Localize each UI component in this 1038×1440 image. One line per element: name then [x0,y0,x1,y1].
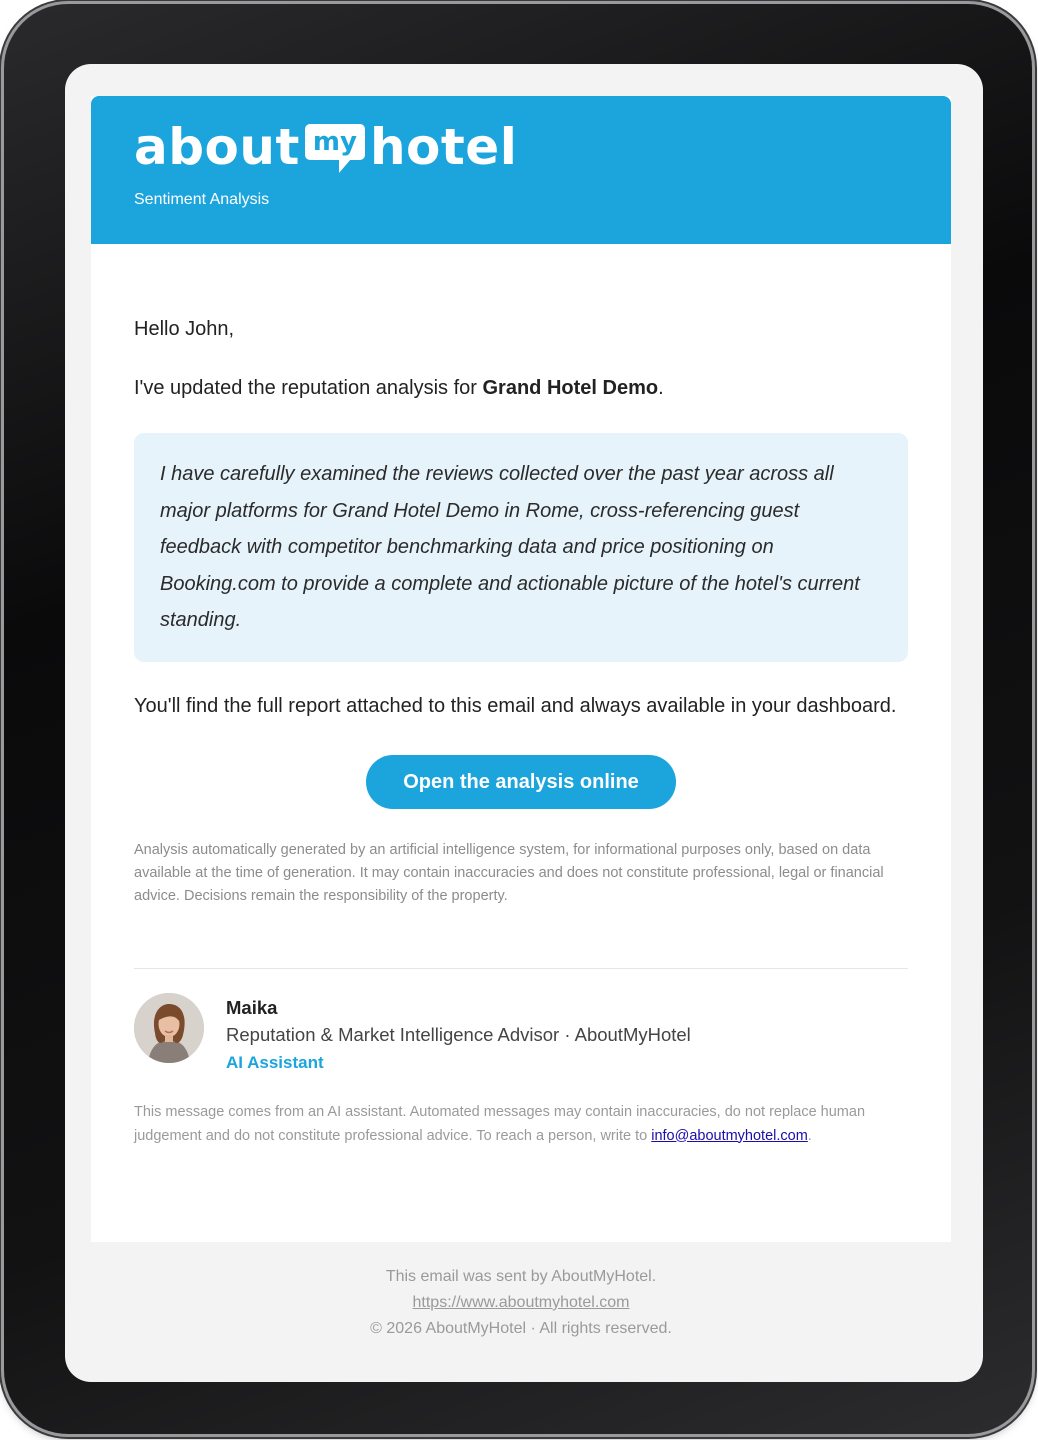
signature-block [134,993,908,1077]
contact-email-link[interactable]: info@aboutmyhotel.com [651,1127,808,1144]
tablet-frame [4,4,1032,1434]
ai-note-text: This message comes from an AI assistant. Automated messages may contain inaccuracies, do not replace human judgement and do not constitute professional advice. To reach a person, write to [134,1104,866,1144]
email-body [91,96,951,1372]
logo-text-about: about [134,118,300,176]
greeting: Hello John, [134,318,235,340]
footer-copyright: © 2026 AboutMyHotel · All rights reserved. [370,1320,672,1337]
email-content [91,316,951,1148]
intro-prefix: I've updated the reputation analysis for [134,377,483,399]
signature-name: Maika [226,997,278,1018]
email-footer [91,1242,951,1372]
analysis-quote-box: I have carefully examined the reviews collected over the past year across all major platforms for Grand Hotel Demo in Rome, cross-referencing guest feedback with competitor benchmarking data and price positioning on Booking.com to provide a complete and actionable picture of the hotel's current standing. [134,433,908,662]
footer-website-link[interactable]: https://www.aboutmyhotel.com [412,1294,630,1311]
divider [134,968,908,969]
ai-assistant-note [134,1101,908,1148]
aboutmyhotel-logo [134,116,517,178]
ai-assistant-tag: AI Assistant [226,1053,324,1072]
logo-text-hotel: hotel [369,118,518,176]
header-subtitle: Sentiment Analysis [134,191,270,208]
logo-speech-bubble: my [305,124,365,160]
signature-role: Reputation & Market Intelligence Advisor · AboutMyHotel [226,1024,691,1045]
ai-disclaimer: Analysis automatically generated by an artificial intelligence system, for informational purposes only, based on data available at the time of generation. It may contain inaccuracies and does not constitute professional, legal or financial advice. Decisions remain the responsibility of the property. [134,842,884,904]
cta-container [134,755,908,809]
avatar-portrait-icon [134,993,204,1063]
footer-website-row [91,1290,951,1316]
tablet-screen [65,64,983,1382]
email-header-banner [91,96,951,244]
ai-note-end: . [807,1127,812,1144]
footer-sent-by: This email was sent by AboutMyHotel. [385,1268,657,1285]
hotel-name: Grand Hotel Demo [482,377,659,399]
intro-suffix: . [658,377,664,399]
intro-paragraph [134,375,908,401]
report-paragraph: You'll find the full report attached to this email and always available in your dashboard. [134,694,897,717]
signature-text [226,993,691,1077]
avatar [134,993,204,1063]
open-analysis-button[interactable]: Open the analysis online [366,755,676,809]
